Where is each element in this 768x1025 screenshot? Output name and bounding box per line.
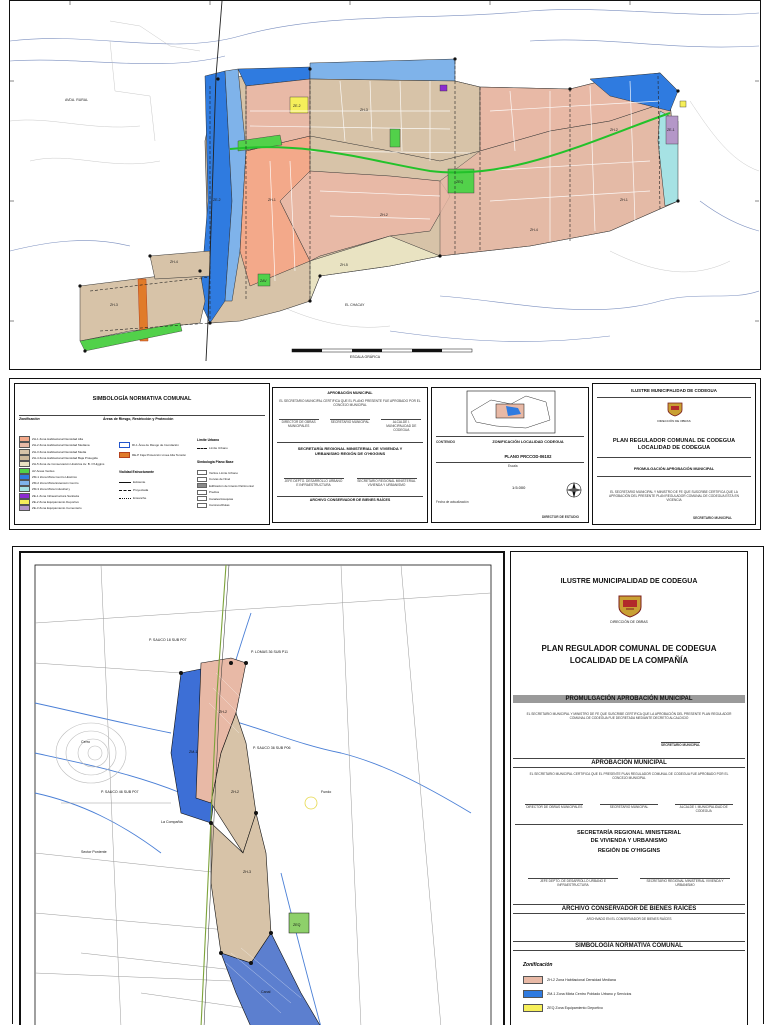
zonificacion-label: Zonificación [19, 417, 40, 421]
base-item [197, 503, 230, 508]
s2-sig3: ALCALDE I. MUNICIPALIDAD DE CODEGUA [675, 804, 733, 813]
legend-zone-item [19, 480, 79, 486]
plano-code: PLANO PRCCOD-06102 [504, 454, 552, 459]
la-compania-zoning-map [21, 553, 505, 1025]
base-item-text: Caminos/Rutas [209, 503, 230, 507]
place-label: Cerro [81, 740, 90, 744]
director-label: DIRECTOR DE ESTUDIO [542, 515, 579, 519]
approval-title: APROBACIÓN MUNICIPAL [327, 391, 373, 395]
approval-sig1: DIRECTOR DE OBRAS MUNICIPALES [279, 419, 319, 432]
zone-label: ZH-4 [530, 228, 538, 232]
base-item [197, 490, 219, 495]
legend-panel [14, 383, 270, 525]
legend-zone-text: ZH-2 Zona Habitacional Densidad Mediana [32, 443, 90, 448]
base-item [197, 470, 238, 475]
legend-zone-text: ZM-3 Zona Mixta Industrial y [32, 487, 71, 492]
base-item [197, 477, 230, 482]
legend-swatch [19, 486, 30, 492]
s2-seremi-sig1: JEFE DEPTO. DE DESARROLLO URBANO E INFRAESTRUCTURA [528, 878, 618, 887]
s2-sig1: DIRECTOR DE OBRAS MUNICIPALES [525, 804, 583, 813]
s2-simbologia: SIMBOLOGÍA NORMATIVA COMUNAL [575, 943, 683, 949]
vialidad-item: Ensanche [133, 496, 147, 500]
road-label: P. SAUCO 18 SUB P07 [149, 638, 187, 642]
zone-label: ZH-2 [219, 710, 227, 714]
legend-zone-text: ZH-1 Zona Habitacional Densidad Alta [32, 437, 84, 441]
sheet1-map-frame [9, 0, 761, 370]
codegua-zoning-map [10, 1, 759, 368]
muni-title: ILUSTRE MUNICIPALIDAD DE CODEGUA [631, 388, 717, 393]
zone-label: ZH-3 [360, 108, 368, 112]
s2-zone-text: ZM-1 Zona Mixta Centro Poblado Urbano y Servicios [547, 992, 632, 996]
place-label: Sector Poniente [81, 850, 107, 854]
base-swatch [197, 483, 207, 488]
s2-zone-item [523, 1004, 631, 1012]
s2-zone-item [523, 976, 631, 984]
archivo-title: ARCHIVO CONSERVADOR DE BIENES RAÍCES [309, 498, 391, 502]
s2-zone-item [523, 990, 631, 998]
legend-swatch [19, 449, 30, 455]
zone-label: ZAV [260, 279, 267, 283]
base-swatch [197, 490, 207, 495]
road-label: P. SAUCO 46 SUB P07 [101, 790, 139, 794]
s2-zone-swatch [523, 990, 543, 998]
legend-swatch [19, 461, 30, 467]
legend-swatch [19, 480, 30, 486]
base-item-text: Edificación de Interés Patrimonial [209, 483, 254, 488]
riesgo-swatch [119, 442, 130, 448]
scale-label: ESCALA GRÁFICA [349, 355, 381, 359]
road-label: EL CHACAY [345, 303, 365, 307]
s2-zone-swatch [523, 976, 543, 984]
zone-label: ZE-1 [667, 128, 675, 132]
escala-value: 1:5.000 [512, 485, 526, 490]
muni-body: EL SECRETARIO MUNICIPAL Y MINISTRO DE FE QUE SUSCRIBE CERTIFICA QUE LA APROBACIÓN DEL PRESENTE PLAN REGULADOR COMUNAL DE CODEGUA ESTÁ EN VIGENCIA [609, 490, 739, 502]
legend-zone-text: ZE-3 Zona Equipamiento Cementerio [32, 506, 82, 511]
municipality-panel [592, 383, 756, 525]
riesgo-text: RE-P Faja Protección Línea Alta Tensión [132, 453, 187, 457]
place-label: Canal [261, 990, 271, 994]
legend-zone-item [19, 436, 83, 442]
muni-plan-title-2: LOCALIDAD DE CODEGUA [637, 445, 711, 451]
legend-swatch [19, 499, 30, 505]
vialidad-item: Proyectada [133, 488, 149, 492]
limite-item: Límite Urbano [209, 446, 228, 450]
s2-seremi-sig2: SECRETARIO REGIONAL MINISTERIAL VIVIENDA Y URBANISMO [640, 878, 730, 887]
s2-zonificacion: Zonificación [523, 962, 553, 968]
legend-zone-item [19, 474, 77, 480]
legend-zone-item [19, 449, 86, 455]
seremi-sig2: SECRETARIO REGIONAL MINISTERIAL VIVIENDA Y URBANISMO [357, 479, 416, 487]
base-swatch [197, 503, 207, 508]
muni-secretario: SECRETARIO MUNICIPAL [693, 516, 733, 520]
sheet1-legend-strip [9, 378, 761, 530]
legend-swatch [19, 474, 30, 480]
legend-zone-item [19, 461, 104, 467]
riesgo-text: RI-1 Área de Riesgo de Inundación [132, 443, 179, 447]
contenido-label: CONTENIDO [436, 440, 456, 444]
road-label: P. SAUCO 36 SUB P06 [253, 746, 291, 750]
legend-zone-text: ZE-2 Zona Equipamiento Deportivo [32, 500, 80, 504]
legend-zone-text: ZH-4 Zona Habitacional Densidad Baja Protegida [32, 455, 98, 460]
base-item-text: Curvas de Nivel [209, 477, 231, 481]
base-swatch [197, 496, 207, 501]
legend-swatch [19, 442, 30, 448]
legend-zone-item [19, 468, 54, 474]
muni-plan-title-1: PLAN REGULADOR COMUNAL DE CODEGUA [612, 438, 736, 444]
base-item-text: Vértice Límite Urbano [209, 470, 239, 475]
legend-title: SIMBOLOGÍA NORMATIVA COMUNAL [92, 396, 192, 402]
zone-label: ZH-3 [110, 303, 118, 307]
legend-zone-text: ZH-3 Zona Habitacional Densidad Media [32, 449, 87, 454]
sheet2-frame [12, 546, 764, 1024]
zone-label: ZH-5 [340, 263, 348, 267]
municipal-crest-icon [617, 594, 643, 618]
legend-swatch [19, 505, 30, 511]
riesgo-swatch [119, 452, 130, 458]
s2-direccion: DIRECCIÓN DE OBRAS [610, 620, 648, 624]
riesgo-label: Áreas de Riesgo, Restricción y Protección [103, 417, 174, 421]
s2-title: ILUSTRE MUNICIPALIDAD DE CODEGUA [560, 578, 698, 585]
base-title: Simbología Plano Base [197, 460, 234, 464]
approval-sig2: SECRETARIO MUNICIPAL [330, 419, 370, 432]
s2-zone-swatch [523, 1004, 543, 1012]
s2-aprobacion-body: EL SECRETARIO MUNICIPAL CERTIFICA QUE EL PRESENTE PLAN REGULADOR COMUNAL DE CODEGUA FUE APROBADO POR EL CONCEJO MUNICIPAL [529, 772, 729, 780]
approval-body: EL SECRETARIO MUNICIPAL CERTIFICA QUE EL PLANO PRESENTE FUE APROBADO POR EL CONCEJO MUNICIPAL [279, 399, 421, 407]
legend-zone-item [19, 442, 90, 448]
legend-swatch [19, 493, 30, 499]
base-item-text: Predios [209, 490, 220, 494]
location-inset-map [466, 390, 556, 434]
zone-label: ZH-3 [243, 870, 251, 874]
approval-panel [272, 387, 428, 523]
zone-label: ZEQ [456, 180, 464, 184]
s2-promulgacion-body: EL SECRETARIO MUNICIPAL Y MINISTRO DE FE QUE SUSCRIBE CERTIFICA QUE LA APROBACIÓN DEL PRESENTE PLAN REGULADOR COMUNAL DE CODEGUA FUE DECRETADA MEDIANTE DECRETO ALCALDICIO [526, 712, 732, 720]
legend-swatch [19, 455, 30, 461]
base-item [197, 496, 233, 501]
s2-seremi-2: DE VIVIENDA Y URBANISMO [590, 838, 668, 844]
zone-label: ZH-4 [170, 260, 178, 264]
contenido-text: ZONIFICACIÓN LOCALIDAD CODEGUA [492, 440, 564, 444]
municipal-crest-icon [666, 401, 684, 417]
s2-zone-text: ZEQ Zona Equipamiento Deportivo [547, 1006, 603, 1010]
legend-base-list [197, 438, 254, 507]
legend-swatch [19, 436, 30, 442]
sheet2-title-panel [510, 551, 748, 1025]
legend-zone-text: ZH-5 Zona de Conservación Histórica Av. B. O'Higgins [32, 462, 105, 467]
zone-label: ZH-2 [231, 790, 239, 794]
seremi-sig1: JEFE DEPTO. DESARROLLO URBANO E INFRAESTRUCTURA [284, 479, 343, 487]
muni-promulgacion: PROMULGACIÓN APROBACIÓN MUNICIPAL [633, 467, 715, 471]
sheet2-map-area [19, 551, 505, 1025]
s2-archivo-body: ARCHIVADO EN EL CONSERVADOR DE BIENES RAÍCES [586, 917, 672, 921]
zone-label: ZE-2 [293, 104, 301, 108]
legend-zone-item [19, 493, 79, 499]
legend-zone-text: ZM-1 Zona Mixta Centro Histórico [32, 474, 78, 479]
s2-plan-title-1: PLAN REGULADOR COMUNAL DE CODEGUA [541, 644, 717, 653]
legend-zone-text: ZE-1 Zona Infraestructura Sanitaria [32, 493, 80, 498]
s2-aprobacion: APROBACIÓN MUNICIPAL [591, 760, 667, 766]
s2-secretario: SECRETARIO MUNICIPAL [661, 743, 701, 747]
base-item [197, 483, 254, 488]
seremi-title: SECRETARÍA REGIONAL MINISTERIAL DE VIVIENDA Y URBANISMO REGIÓN DE O'HIGGINS [297, 446, 403, 456]
base-swatch [197, 470, 207, 475]
legend-zone-item [19, 455, 98, 461]
s2-plan-title-2: LOCALIDAD DE LA COMPAÑÍA [569, 656, 689, 665]
s2-promulgacion: PROMULGACIÓN APROBACIÓN MUNICIPAL [565, 696, 693, 702]
road-label: P. LOMAS 36 SUB P11 [251, 650, 289, 654]
road-label: AVDA. RURAL [65, 98, 89, 102]
legend-zone-item [19, 505, 82, 511]
place-label: La Compañía [161, 820, 183, 824]
s2-archivo: ARCHIVO CONSERVADOR DE BIENES RAÍCES [561, 906, 697, 912]
approval-sig3: ALCALDE I. MUNICIPALIDAD DE CODEGUA [381, 419, 421, 432]
base-item-text: Canales/Acequias [209, 496, 234, 501]
s2-zone-text: ZH-2 Zona Habitacional Densidad Mediana [547, 978, 616, 982]
fecha-label: Fecha de actualización [436, 500, 469, 504]
s2-seremi-3: REGIÓN DE O'HIGGINS [597, 848, 661, 854]
legend-zone-text: ZM-2 Zona Mixta Extensión Centro [32, 481, 79, 486]
zone-label: ZEQ [293, 923, 301, 927]
legend-swatch [19, 468, 30, 474]
limite-title: Límite Urbano [197, 438, 220, 442]
legend-zone-item [19, 486, 70, 492]
zone-label: ZH-2 [380, 213, 388, 217]
north-arrow-icon [564, 480, 584, 500]
zone-label: ZM-1 [189, 750, 198, 754]
escala-label: Escala [508, 464, 518, 468]
place-label: Fundo [321, 790, 332, 794]
legend-zone-text: AV Areas Verdes [32, 468, 55, 473]
muni-direccion: DIRECCIÓN DE OBRAS [657, 419, 691, 423]
vialidad-title: Vialidad Estructurante [119, 470, 154, 474]
legend-zone-item [19, 499, 79, 505]
vialidad-item: Existente [133, 480, 146, 484]
s2-zone-list [523, 976, 631, 1012]
s2-sig2: SECRETARIO MUNICIPAL [600, 804, 658, 813]
title-block-panel [431, 387, 589, 523]
zone-label: ZE-2 [213, 198, 221, 202]
zone-label: ZH-1 [620, 198, 628, 202]
zone-label: ZH-1 [268, 198, 276, 202]
base-swatch [197, 477, 207, 482]
zone-label: ZH-2 [610, 128, 618, 132]
s2-seremi-1: SECRETARÍA REGIONAL MINISTERIAL [576, 830, 681, 836]
